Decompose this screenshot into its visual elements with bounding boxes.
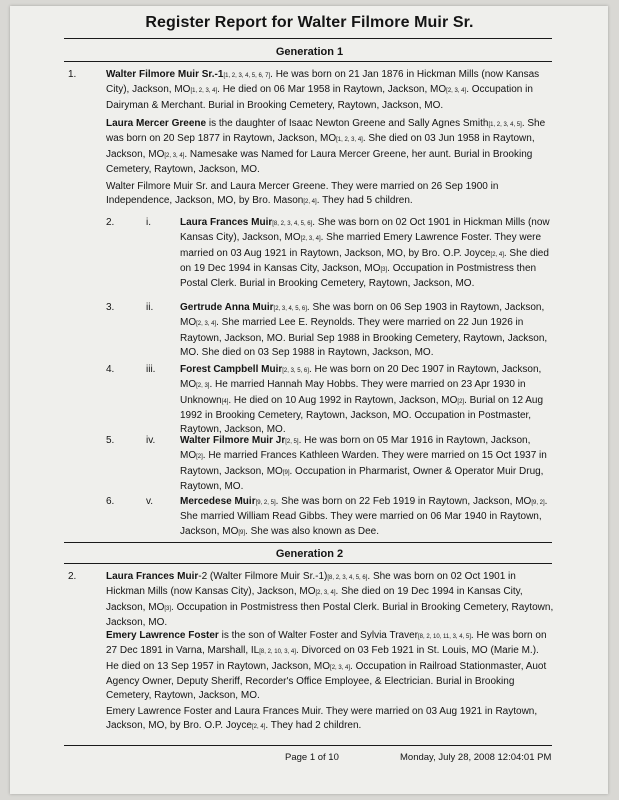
spouse-text: . He was born on 27 Dec 1891 in Varna, Marshall, IL	[106, 630, 547, 657]
person-text: . He died on 06 Mar 1958 in Raytown, Jackson, MO	[217, 84, 447, 96]
person-1-entry	[106, 68, 554, 113]
child-text: . He married Hannah May Hobbs. They were married on 23 Apr 1930 in Unknown	[180, 379, 526, 406]
source-citation: [3]	[164, 605, 172, 612]
child-name: Mercedese Muir	[180, 496, 256, 507]
marriage-text: . They had 5 children.	[316, 195, 413, 207]
footer-rule	[64, 745, 552, 746]
child-text: . He married Frances Kathleen Warden. They were married on 15 Oct 1937 in Raytown, Jackson, MO	[180, 450, 547, 477]
child-roman: i.	[146, 217, 151, 228]
source-citation: [1, 2, 3, 4, 5, 6, 7]	[223, 73, 271, 79]
child-text: . She was also known as Dee.	[245, 525, 379, 537]
person-text: . Occupation in Dairyman & Merchant. Burial in Brooking Cemetery, Raytown, Jackson, MO.	[106, 84, 533, 111]
child-roman: ii.	[146, 302, 154, 313]
child-number: 2.	[106, 217, 115, 228]
source-citation: [9]	[238, 529, 246, 536]
person-id: -1	[214, 69, 224, 80]
person-text: . He was born on 21 Jan 1876 in Hickman Mills (now Kansas City), Jackson, MO	[106, 69, 540, 96]
source-citation: [8, 2, 10, 3, 4]	[259, 649, 296, 656]
person-text: . She died on 19 Dec 1994 in Kansas City, Jackson, MO	[106, 586, 523, 613]
child-entry	[180, 301, 554, 360]
generation-2-heading: Generation 2	[275, 548, 344, 560]
child-text: . She died on 19 Dec 1994 in Kansas City, Jackson, MO	[180, 247, 549, 274]
child-text: . She was born on 06 Sep 1903 in Raytown, Jackson, MO	[180, 302, 545, 329]
person-text: . Occupation in Postmistress then Postal Clerk. Burial in Brooking Cemetery, Raytown, Jackson, MO.	[106, 601, 554, 628]
spouse-name: Laura Mercer Greene	[106, 118, 207, 129]
source-citation: [1, 2, 3, 4]	[336, 137, 363, 144]
child-text: . He was born on 05 Mar 1916 in Raytown, Jackson, MO	[180, 435, 531, 462]
child-number: 3.	[106, 302, 115, 313]
child-name: Gertrude Anna Muir	[180, 302, 274, 313]
child-text: . Occupation in Postmistress then Postal Clerk. Burial in Brooking Cemetery, Raytown, Jackson, MO.	[180, 262, 537, 290]
generation-2-rule	[64, 542, 552, 543]
source-citation: [2]	[457, 398, 465, 405]
child-number: 4.	[106, 364, 115, 375]
source-citation: [2, 3, 4]	[164, 152, 185, 159]
person-number: 1.	[68, 69, 77, 80]
source-citation: [2, 4]	[303, 199, 317, 206]
source-citation: [2, 3]	[196, 383, 210, 390]
source-citation: [3]	[380, 266, 388, 273]
source-citation: [2, 3, 4, 5, 6]	[273, 306, 307, 312]
child-entry	[180, 363, 554, 437]
spouse-text: . She was born on 20 Sep 1877 in Raytown, Jackson, MO	[106, 118, 546, 145]
child-text: . She was born on 02 Oct 1901 in Hickman Mills (now Kansas City), Jackson, MO	[180, 217, 550, 244]
generation-1-underline	[64, 61, 552, 62]
source-citation: [2, 3, 4]	[330, 664, 351, 671]
person-name: Walter Filmore Muir Sr.	[106, 69, 215, 80]
spouse-text: . Divorced on 03 Feb 1921 in St. Louis, MO (Marie M.). He died on 13 Sep 1957 in Raytown, Jackson, MO	[106, 645, 539, 672]
source-citation: [2, 4]	[490, 251, 504, 258]
source-citation: [2, 4]	[251, 724, 266, 731]
person-text: . She was born on 02 Oct 1901 in Hickman Mills (now Kansas City), Jackson, MO	[106, 571, 516, 598]
child-number: 6.	[106, 496, 115, 507]
child-roman: v.	[146, 496, 154, 507]
child-text: . He died on 10 Aug 1992 in Raytown, Jackson, MO	[228, 394, 458, 406]
spouse-text: . Occupation in Railroad Stationmaster, Auot Agency Owner, Deputy Sheriff, Recorder's Office Employee, & Electrician. Burial in Brooking Cemetery, Raytown, Jackson, MO.	[106, 660, 547, 702]
child-text: . He was born on 20 Dec 1907 in Raytown, Jackson, MO	[180, 364, 542, 391]
source-citation: [2, 3, 4]	[315, 590, 336, 597]
title-rule	[64, 38, 552, 39]
generation-1-heading: Generation 1	[275, 46, 344, 58]
source-citation: [2, 3, 5, 6]	[282, 368, 309, 374]
source-citation: [8, 2, 10, 11, 3, 4, 5]	[417, 634, 471, 640]
spouse-text: . Namesake was Named for Laura Mercer Greene, her aunt. Burial in Brooking Cemetery, Raytown, Jackson, MO.	[106, 148, 533, 175]
source-citation: [2, 3, 4]	[446, 88, 467, 95]
person-2-entry	[106, 570, 554, 630]
child-text: . Occupation in Pharmarist, Owner & Operator Muir Drug, Raytown, MO.	[180, 465, 544, 492]
source-citation: [9, 2, 5]	[255, 500, 276, 506]
marriage-1-entry	[106, 180, 552, 210]
child-name: Walter Filmore Muir Jr	[180, 435, 286, 446]
source-citation: [2, 3, 4]	[300, 236, 321, 243]
generation-2-underline	[64, 563, 552, 564]
marriage-2-entry	[106, 705, 552, 735]
marriage-text: Emery Lawrence Foster and Laura Frances Muir. They were married on 03 Aug 1921 in Raytown, Jackson, MO, by Bro. O.P. Joyce	[106, 706, 538, 732]
source-citation: [4]	[221, 398, 229, 405]
report-date: Monday, July 28, 2008 12:04:01 PM	[400, 752, 552, 763]
child-text: . Burial on 12 Aug 1992 in Brooking Cemetery, Raytown, Jackson, MO. Occupation in Postmaster, Raytown, Jackson, MO.	[180, 394, 544, 436]
source-citation: [2]	[196, 454, 203, 461]
child-entry	[180, 434, 554, 494]
spouse-text: . She died on 03 Jun 1958 in Raytown, Jackson, MO	[106, 133, 535, 160]
marriage-text: . They had 2 children.	[265, 720, 362, 732]
child-name: Laura Frances Muir	[180, 217, 273, 228]
person-number: 2.	[68, 571, 77, 582]
child-name: Forest Campbell Muir	[180, 364, 283, 375]
child-text: . She married Emery Lawrence Foster. They were married on 03 Aug 1921 in Raytown, Jackson, MO, by Bro. O.P. Joyce	[180, 232, 542, 259]
spouse-name: Emery Lawrence Foster	[106, 630, 219, 641]
spouse-text: is the son of Walter Foster and Sylvia Traver	[218, 630, 418, 641]
child-text: . She was born on 22 Feb 1919 in Raytown, Jackson, MO	[275, 496, 532, 507]
child-entry	[180, 216, 554, 291]
marriage-text: Walter Filmore Muir Sr. and Laura Mercer Greene. They were married on 26 Sep 1900 in Independence, Jackson, MO, by Bro. Mason	[106, 181, 499, 207]
child-number: 5.	[106, 435, 115, 446]
page-number: Page 1 of 10	[285, 752, 339, 763]
source-citation: [1, 2, 3, 4]	[190, 88, 218, 95]
source-citation: [8, 2, 3, 4, 5, 6]	[327, 575, 368, 581]
source-citation: [1, 2, 3, 4, 5]	[488, 122, 522, 128]
source-citation: [8, 2, 3, 4, 5, 6]	[272, 221, 313, 227]
person-lineage: -2 (Walter Filmore Muir Sr.-1)	[198, 571, 328, 582]
spouse-text: is the daughter of Isaac Newton Greene and Sally Agnes Smith	[206, 118, 489, 129]
child-text: . She married Lee E. Reynolds. They were married on 22 Jun 1926 in Raytown, Jackson, MO. Burial Sep 1988 in Brooking Cemetery, Raytown, Jackson, MO. She died on 03 Sep 1988 in Raytown, Jackson, MO.	[180, 317, 548, 358]
child-roman: iii.	[146, 364, 156, 375]
spouse-1-entry	[106, 117, 552, 177]
source-citation: [9, 2]	[531, 500, 545, 506]
source-citation: [9]	[282, 469, 290, 476]
source-citation: [2, 5]	[285, 439, 299, 445]
report-title: Register Report for Walter Filmore Muir Sr.	[145, 14, 474, 31]
child-entry	[180, 495, 554, 540]
spouse-2-entry	[106, 629, 554, 703]
source-citation: [2, 3, 4]	[196, 321, 217, 328]
child-roman: iv.	[146, 435, 156, 446]
person-name: Laura Frances Muir	[106, 571, 199, 582]
child-text: . She married William Read Gibbs. They were married on 06 Mar 1940 in Raytown, Jackson, MO	[180, 496, 548, 537]
